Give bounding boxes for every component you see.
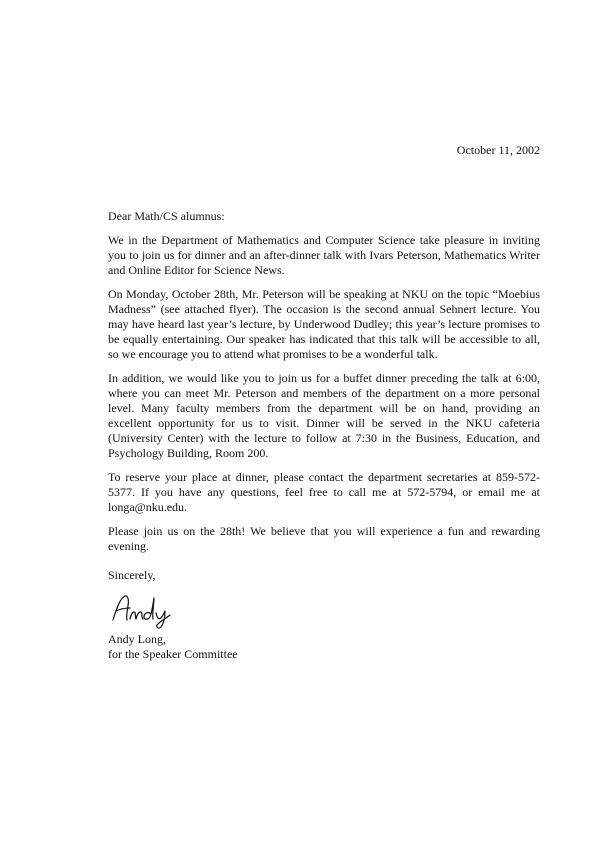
paragraph-invitation: We in the Department of Mathematics and Computer Science take pleasure in inviting you to join us for dinner and an after-dinner talk with Ivars Peterson, Mathematics Writer and Online Editor for Science News.: [108, 233, 540, 277]
signer-block: [108, 632, 238, 662]
signer-title: for the Speaker Committee: [108, 647, 238, 661]
letter-date: October 11, 2002: [456, 143, 540, 157]
signer-name: Andy Long,: [108, 632, 166, 646]
paragraph-dinner: In addition, we would like you to join us for a buffet dinner preceding the talk at 6:00, where you can meet Mr. Peterson and members of the department on a more personal level. Many faculty members from the department will be on hand, providing an excellent opportunity for us to visit. Dinner will be served in the NKU cafeteria (University Center) with the lecture to follow at 7:30 in the Business, Education, and Psychology Building, Room 200.: [108, 371, 540, 460]
closing: Sincerely,: [108, 568, 156, 582]
salutation: Dear Math/CS alumnus:: [108, 209, 225, 223]
paragraph-closing-invitation: Please join us on the 28th! We believe that you will experience a fun and rewarding evening.: [108, 524, 540, 553]
handwritten-signature: [110, 590, 180, 630]
paragraph-lecture: On Monday, October 28th, Mr. Peterson will be speaking at NKU on the topic “Moebius Madness” (see attached flyer). The occasion is the second annual Sehnert lecture. You may have heard last year’s lecture, by Underwood Dudley; this year’s lecture promises to be equally entertaining. Our speaker has indicated that this talk will be accessible to all, so we encourage you to attend what promises to be a wonderful talk.: [108, 287, 540, 361]
letter-body: [108, 209, 540, 583]
paragraph-reservation: To reserve your place at dinner, please contact the department secretaries at 859-572-5377. If you have any questions, feel free to call me at 572-5794, or email me at longa@nku.edu.: [108, 470, 540, 514]
